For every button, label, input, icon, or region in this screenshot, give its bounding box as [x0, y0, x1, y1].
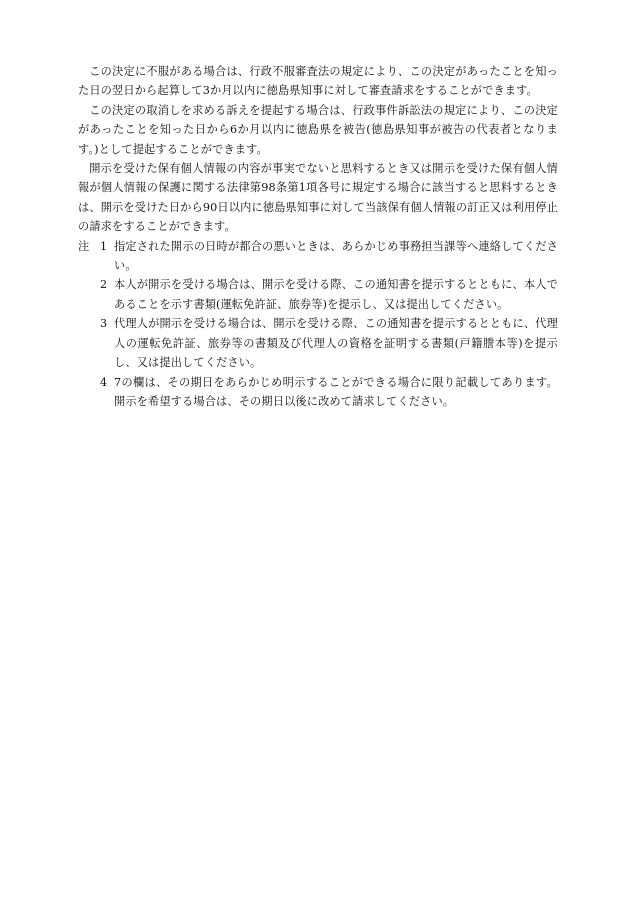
note-text: 7の欄は、その期日をあらかじめ明示することができる場合に限り記載してあります。開示を希望する場合は、その期日以後に改めて請求してください。: [114, 375, 558, 408]
note-item-4: [78, 373, 558, 412]
paragraph-appeal-notice: この決定に不服がある場合は、行政不服審査法の規定により、この決定があったことを知った日の翌日から起算して3か月以内に徳島県知事に対して審査請求をすることができます。: [78, 65, 558, 98]
note-number: 1: [100, 239, 108, 253]
note-item-1: [78, 237, 558, 276]
document-body: [78, 62, 558, 411]
paragraph-correction-notice: 開示を受けた保有個人情報の内容が事実でないと思料するとき又は開示を受けた保有個人情報が個人情報の保護に関する法律第98条第1項各号に規定する場合に該当すると思料するときは、開示を受けた日から90日以内に徳島県知事に対して当該保有個人情報の訂正又は利用停止の請求をすることができます。: [78, 162, 558, 234]
note-number: 2: [100, 278, 108, 292]
note-text: 本人が開示を受ける場合は、開示を受ける際、この通知書を提示するとともに、本人であることを示す書類(運転免許証、旅券等)を提示し、又は提出してください。: [114, 278, 558, 311]
note-text: 代理人が開示を受ける場合は、開示を受ける際、この通知書を提示するとともに、代理人の運転免許証、旅券等の書類及び代理人の資格を証明する書類(戸籍謄本等)を提示し、又は提出してください。: [114, 317, 558, 370]
notes-label: 注: [78, 239, 90, 253]
note-number: 3: [100, 317, 108, 331]
note-item-3: [78, 314, 558, 372]
note-text: 指定された開示の日時が都合の悪いときは、あらかじめ事務担当課等へ連絡してください。: [114, 239, 558, 273]
paragraph-lawsuit-notice: この決定の取消しを求める訴えを提起する場合は、行政事件訴訟法の規定により、この決定があったことを知った日から6か月以内に徳島県を被告(徳島県知事が被告の代表者となります。)として提起することができます。: [78, 103, 558, 156]
notes-section: [78, 237, 558, 412]
note-number: 4: [100, 375, 108, 389]
note-item-2: [78, 275, 558, 314]
